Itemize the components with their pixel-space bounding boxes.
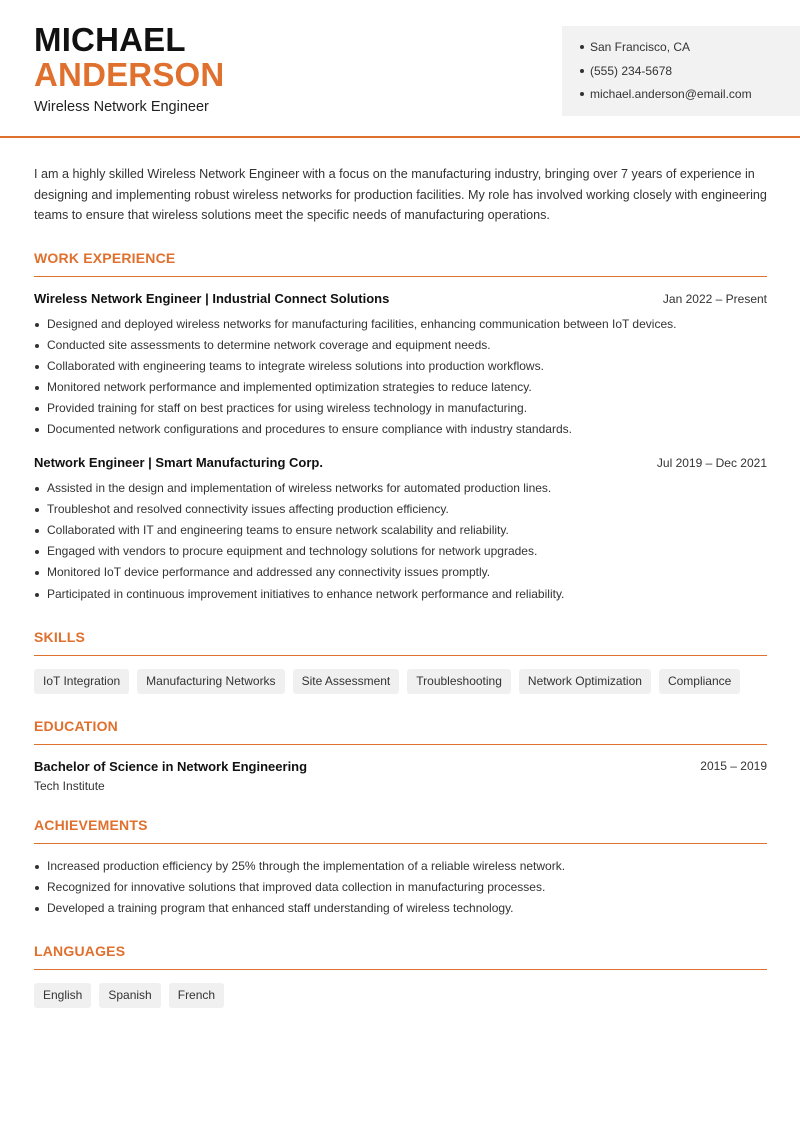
bullet-item: Monitored network performance and implemented optimization strategies to reduce latency. xyxy=(34,377,767,398)
job-bullets xyxy=(34,478,767,605)
last-name: ANDERSON xyxy=(34,56,225,93)
job-title: Network Engineer | Smart Manufacturing Corp. xyxy=(34,454,323,470)
bullet-item: Assisted in the design and implementation of wireless networks for automated production lines. xyxy=(34,478,767,499)
education-date: 2015 – 2019 xyxy=(700,758,767,773)
skill-tag: Network Optimization xyxy=(519,669,651,694)
skill-tag: Troubleshooting xyxy=(407,669,511,694)
contact-email: michael.anderson@email.com xyxy=(580,86,800,110)
education-school: Tech Institute xyxy=(34,778,105,793)
language-tag: English xyxy=(34,983,91,1008)
skill-tag: IoT Integration xyxy=(34,669,129,694)
job-entry xyxy=(34,455,767,605)
job-title-heading: Wireless Network Engineer xyxy=(34,99,209,115)
bullet-item: Documented network configurations and procedures to ensure compliance with industry standards. xyxy=(34,419,767,440)
language-tags xyxy=(34,983,767,1008)
education-header xyxy=(34,759,767,774)
bullet-item: Increased production efficiency by 25% through the implementation of a reliable wireless network. xyxy=(34,856,767,877)
bullet-item: Developed a training program that enhanced staff understanding of wireless technology. xyxy=(34,898,767,919)
bullet-item: Conducted site assessments to determine network coverage and equipment needs. xyxy=(34,335,767,356)
skill-tag: Manufacturing Networks xyxy=(137,669,284,694)
language-tag: Spanish xyxy=(99,983,160,1008)
summary-paragraph: I am a highly skilled Wireless Network Engineer with a focus on the manufacturing industry, bringing over 7 years of experience in designing and implementing robust wireless networks for production facilities. My role has involved working closely with engineering teams to ensure that wireless solutions meet the specific needs of manufacturing operations. xyxy=(34,167,767,222)
section-title-education: EDUCATION xyxy=(34,718,767,745)
bullet-item: Collaborated with engineering teams to integrate wireless solutions into production workflows. xyxy=(34,356,767,377)
job-header xyxy=(34,291,767,306)
first-name: MICHAEL xyxy=(34,21,186,58)
section-title-achievements: ACHIEVEMENTS xyxy=(34,817,767,844)
resume-body xyxy=(34,164,767,1008)
job-bullets xyxy=(34,314,767,441)
job-date: Jul 2019 – Dec 2021 xyxy=(656,455,767,470)
bullet-item: Provided training for staff on best practices for using wireless technology in manufacturing. xyxy=(34,398,767,419)
bullet-item: Designed and deployed wireless networks for manufacturing facilities, enhancing communication between IoT devices. xyxy=(34,314,767,335)
candidate-name xyxy=(34,22,224,92)
job-title: Wireless Network Engineer | Industrial Connect Solutions xyxy=(34,290,390,306)
contact-phone: (555) 234-5678 xyxy=(580,63,800,87)
section-title-work: WORK EXPERIENCE xyxy=(34,250,767,277)
skills-tags xyxy=(34,669,767,694)
bullet-item: Recognized for innovative solutions that improved data collection in manufacturing processes. xyxy=(34,877,767,898)
education-degree: Bachelor of Science in Network Engineering xyxy=(34,758,308,774)
skill-tag: Site Assessment xyxy=(293,669,400,694)
bullet-item: Troubleshot and resolved connectivity issues affecting production efficiency. xyxy=(34,499,767,520)
language-tag: French xyxy=(169,983,224,1008)
skill-tag: Compliance xyxy=(659,669,740,694)
resume-header xyxy=(0,0,800,138)
section-title-skills: SKILLS xyxy=(34,629,767,656)
job-header xyxy=(34,455,767,470)
bullet-item: Engaged with vendors to procure equipment and technology solutions for network upgrades. xyxy=(34,541,767,562)
contact-location: San Francisco, CA xyxy=(580,39,800,63)
contact-list xyxy=(562,26,800,110)
bullet-item: Monitored IoT device performance and addressed any connectivity issues promptly. xyxy=(34,562,767,583)
bullet-item: Participated in continuous improvement initiatives to enhance network performance and reliability. xyxy=(34,584,767,605)
bullet-item: Collaborated with IT and engineering teams to ensure network scalability and reliability. xyxy=(34,520,767,541)
section-title-languages: LANGUAGES xyxy=(34,943,767,970)
job-date: Jan 2022 – Present xyxy=(662,291,767,306)
job-entry xyxy=(34,291,767,441)
achievement-bullets xyxy=(34,856,767,920)
contact-box xyxy=(562,26,800,116)
